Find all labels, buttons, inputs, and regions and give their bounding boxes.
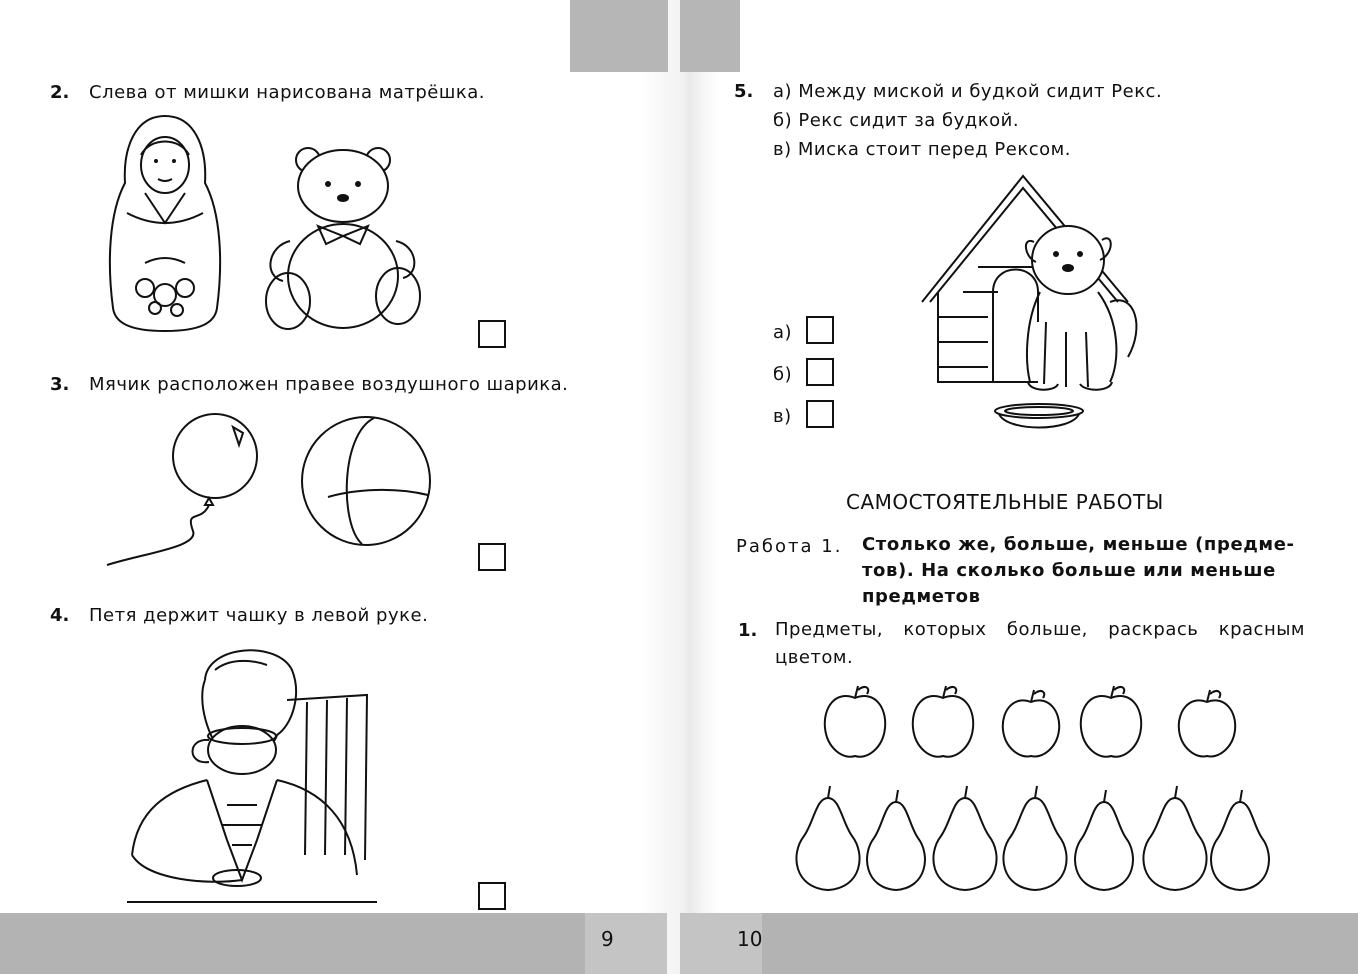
pear-illustration <box>867 790 925 890</box>
task-number: 3. <box>50 374 70 395</box>
top-gutter-left <box>570 0 668 72</box>
matryoshka-illustration <box>105 113 225 335</box>
answer-label-c: в) <box>773 406 792 427</box>
book-spine <box>640 0 720 974</box>
task-text: Слева от мишки нарисована матрёшка. <box>89 82 485 103</box>
task5-option-a: а) Между миской и будкой сидит Рекс. <box>773 81 1163 102</box>
apples-row <box>820 684 1240 764</box>
task-text: Петя держит чашку в левой руке. <box>89 605 429 626</box>
apple-illustration <box>1081 686 1141 757</box>
task5-option-c: в) Миска стоит перед Рексом. <box>773 139 1071 160</box>
dog-illustration <box>1010 222 1145 397</box>
task-number: 2. <box>50 82 70 103</box>
footer-tab-left <box>585 913 667 974</box>
task5-option-b: б) Рекс сидит за будкой. <box>773 110 1020 131</box>
pear-illustration <box>1075 790 1133 890</box>
answer-checkbox-task2[interactable] <box>478 320 506 348</box>
bowl-illustration <box>993 402 1085 436</box>
pear-illustration <box>1211 790 1269 890</box>
apple-illustration <box>1003 690 1059 756</box>
answer-checkbox-5c[interactable] <box>806 400 834 428</box>
page-number-right: 10 <box>737 927 763 951</box>
task-number: 5. <box>734 81 754 102</box>
boy-with-cup-illustration <box>127 640 377 902</box>
answer-checkbox-5b[interactable] <box>806 358 834 386</box>
task-text: Мячик расположен правее воздушного шарика. <box>89 374 569 395</box>
answer-checkbox-task3[interactable] <box>478 543 506 571</box>
apple-illustration <box>913 686 973 757</box>
answer-label-b: б) <box>773 364 793 385</box>
balloon-illustration <box>105 413 265 573</box>
task1-text-line-2: цветом. <box>775 647 854 668</box>
task-number: 1. <box>738 620 758 641</box>
footer-band-left <box>0 913 585 974</box>
footer-band-right <box>762 913 1358 974</box>
apple-illustration <box>1179 690 1235 756</box>
answer-checkbox-task4[interactable] <box>478 882 506 910</box>
pear-illustration <box>1003 786 1066 890</box>
task1-text-line-1: Предметы, которых больше, раскрась красным <box>775 619 1305 640</box>
work-title-line-2: тов). На сколько больше или меньше <box>862 560 1276 581</box>
work-title-line-3: предметов <box>862 586 981 607</box>
task-number: 4. <box>50 605 70 626</box>
pear-illustration <box>1143 786 1206 890</box>
teddy-bear-illustration <box>258 146 423 334</box>
ball-illustration <box>300 415 432 547</box>
answer-checkbox-5a[interactable] <box>806 316 834 344</box>
section-heading: САМОСТОЯТЕЛЬНЫЕ РАБОТЫ <box>846 490 1164 514</box>
pears-row <box>790 782 1275 894</box>
work-title-line-1: Столько же, больше, меньше (предме- <box>862 534 1295 555</box>
pear-illustration <box>933 786 996 890</box>
work-label: Работа 1. <box>736 536 843 557</box>
pear-illustration <box>796 786 859 890</box>
top-gutter-right <box>680 0 740 72</box>
page-number-left: 9 <box>601 927 614 951</box>
apple-illustration <box>825 686 885 757</box>
answer-label-a: а) <box>773 322 793 343</box>
